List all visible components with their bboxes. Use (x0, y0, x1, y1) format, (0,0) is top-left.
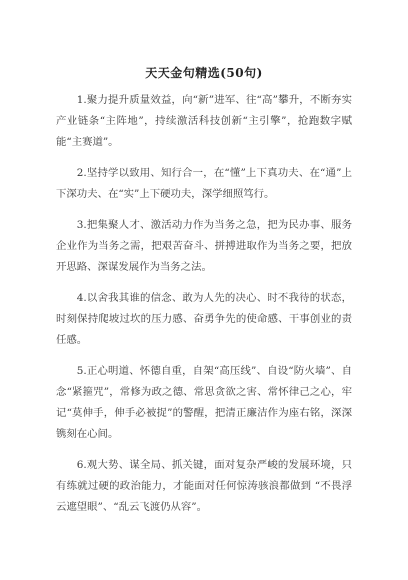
quote-item-3: 3.把集聚人才、激活动力作为当务之急，把为民办事、服务企业作为当务之需，把艰苦奋斗、拼搏进取作为当务之要，把放开思路、深谋发展作为当务之法。 (56, 219, 352, 273)
document-body (56, 90, 352, 528)
document-title: 天天金句精选(50句) (145, 66, 263, 80)
quote-item-6: 6.观大势、谋全局、抓关键，面对复杂严峻的发展环境，只有练就过硬的政治能力，才能面对任何惊涛骇浪都做到 “不畏浮云遮望眼”、“乱云飞渡仍从容”。 (56, 459, 352, 513)
quote-item-1: 1.聚力提升质量效益，向“新”进军、往“高”攀升，不断夯实产业链条“主阵地”，持续激活科技创新“主引擎”，抢跑数字赋能“主赛道”。 (56, 94, 352, 148)
quote-item-2: 2.坚持学以致用、知行合一，在“懂”上下真功夫、在“通”上下深功夫、在“实”上下硬功夫，深学细照笃行。 (56, 167, 352, 200)
quote-item-4: 4.以舍我其谁的信念、敢为人先的决心、时不我待的状态，时刻保持爬坡过坎的压力感、奋勇争先的使命感、干事创业的责任感。 (56, 292, 352, 346)
quote-item-5: 5.正心明道、怀德自重，自架“高压线”、自设“防火墙”、自念“紧箍咒”，常修为政之德、常思贪欲之害、常怀律己之心，牢记“莫伸手，伸手必被捉”的警醒，把清正廉洁作为座右铭，深深镌刻在心间。 (56, 365, 352, 440)
